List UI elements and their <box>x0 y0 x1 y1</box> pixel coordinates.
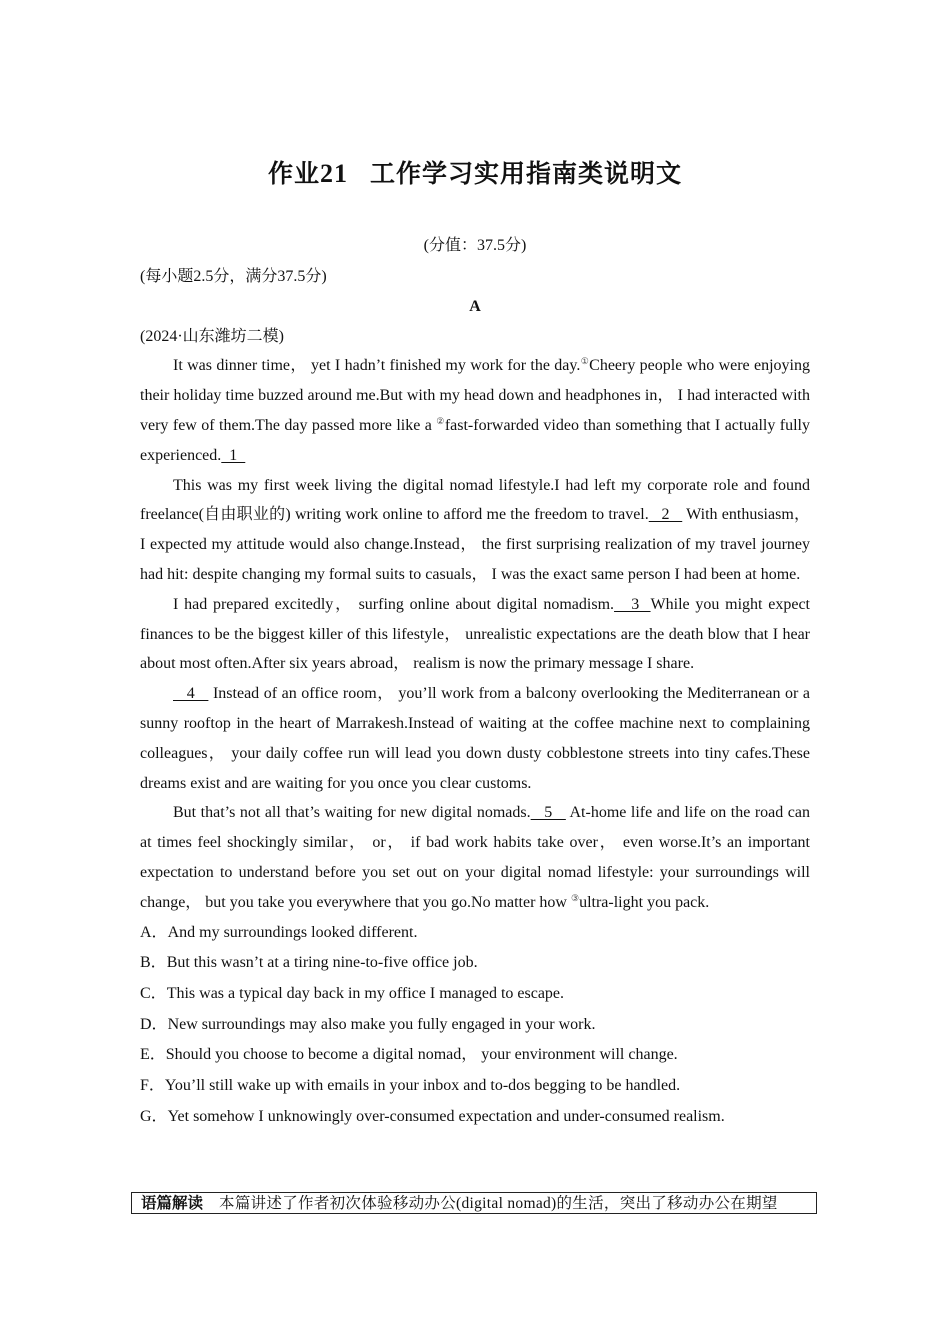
paragraph-text: Cheery people who were enjoying their holiday time buzzed around me.But with my head down and headphones in， I had interacted with very few of them.The day passed more like a <box>140 357 810 434</box>
paragraph-text: fast-forwarded video than something that I actually fully experienced. <box>140 416 810 464</box>
analysis-label: 语篇解读 <box>141 1195 204 1212</box>
answer-blank: 4 <box>173 685 209 703</box>
paragraph-text: I had prepared excitedly， surfing online about digital nomadism. <box>173 595 615 613</box>
option-text: New surroundings may also make you fully engaged in your work. <box>167 1015 596 1033</box>
option-text: Yet somehow I unknowingly over-consumed expectation and under-consumed realism. <box>167 1107 725 1125</box>
option-text: And my surroundings looked different. <box>167 923 418 941</box>
paragraph-text: While you might expect finances to be the biggest killer of this lifestyle， unrealistic expectations are the death blow that I hear about most often.After six years abroad， realism is now the primary message I share. <box>140 595 810 673</box>
annotation-marker: ② <box>436 415 445 426</box>
answer-blank: 3 <box>614 595 651 613</box>
title-number: 21 <box>320 159 348 188</box>
option-letter: D． <box>140 1015 168 1033</box>
option-letter: F． <box>140 1077 165 1095</box>
paragraph-text: This was my first week living the digital nomad lifestyle.I had left my corporate role and found freelance(自由职业的) writing work online to afford me the freedom to travel. <box>140 476 810 524</box>
passage-paragraph <box>140 351 810 470</box>
score-line: (分值：37.5分) <box>423 237 527 254</box>
annotation-marker: ① <box>580 356 590 367</box>
answer-blank: 2 <box>648 506 683 524</box>
passage-paragraph <box>140 679 810 798</box>
option-item <box>140 1040 810 1071</box>
option-letter: C． <box>140 984 167 1002</box>
passage-paragraph <box>140 798 810 917</box>
answer-blank: 5 <box>530 804 566 822</box>
option-item <box>140 1010 810 1041</box>
option-item <box>140 918 810 949</box>
title-prefix: 作业 <box>267 159 320 188</box>
paragraph-text: It was dinner time， yet I hadn’t finished my work for the day. <box>173 357 581 375</box>
analysis-box <box>131 1192 817 1214</box>
option-letter: G． <box>140 1107 168 1125</box>
option-text: Should you choose to become a digital nomad， your environment will change. <box>165 1046 678 1064</box>
paragraph-text: ultra-light you pack. <box>579 893 710 911</box>
option-letter: E． <box>140 1046 166 1064</box>
option-item <box>140 1102 810 1133</box>
source-line: (2024·山东潍坊二模) <box>140 327 284 345</box>
option-item <box>140 979 810 1010</box>
option-item <box>140 948 810 979</box>
passage-paragraph <box>140 471 810 590</box>
option-text: But this wasn’t at a tiring nine-to-five office job. <box>166 954 478 972</box>
answer-blank: 1 <box>221 446 246 464</box>
page-title <box>0 154 950 190</box>
options-list <box>140 918 810 1133</box>
passage-paragraph <box>140 590 810 679</box>
option-text: This was a typical day back in my office I managed to escape. <box>166 984 565 1002</box>
option-letter: A． <box>140 923 168 941</box>
paragraph-text: Instead of an office room， you’ll work from a balcony overlooking the Mediterranean or a sunny rooftop in the heart of Marrakesh.Instead of waiting at the coffee machine next to complaining colleagues， your daily coffee run will lead you down dusty cobblestone streets into tiny cafes.These dreams exist and are waiting for you once you clear customs. <box>140 685 811 792</box>
paragraph-text: At-home life and life on the road can at times feel shockingly similar， or， if bad work habits take over， even worse.It’s an important expectation to understand before you set out on your digital nomad lifestyle: your surroundings will change， but you take you everywhere that you go.No matter how <box>140 804 811 911</box>
paragraph-text: With enthusiasm， I expected my attitude would also change.Instead， the first surprising realization of my travel journey had hit: despite changing my formal suits to casuals， I was the exact same person I had been at home. <box>140 506 811 583</box>
section-label: A <box>469 297 481 315</box>
option-letter: B． <box>140 954 167 972</box>
content <box>140 262 810 1132</box>
paragraph-text: But that’s not all that’s waiting for new digital nomads. <box>173 804 531 822</box>
instruction: (每小题2.5分，满分37.5分) <box>140 268 327 285</box>
passage <box>140 351 810 917</box>
analysis-text: 本篇讲述了作者初次体验移动办公(digital nomad)的生活，突出了移动办公在期望 <box>219 1195 778 1212</box>
option-item <box>140 1071 810 1102</box>
option-text: You’ll still wake up with emails in your inbox and to-dos begging to be handled. <box>164 1077 681 1095</box>
annotation-marker: ③ <box>571 892 580 903</box>
title-name: 工作学习实用指南类说明文 <box>370 159 683 188</box>
